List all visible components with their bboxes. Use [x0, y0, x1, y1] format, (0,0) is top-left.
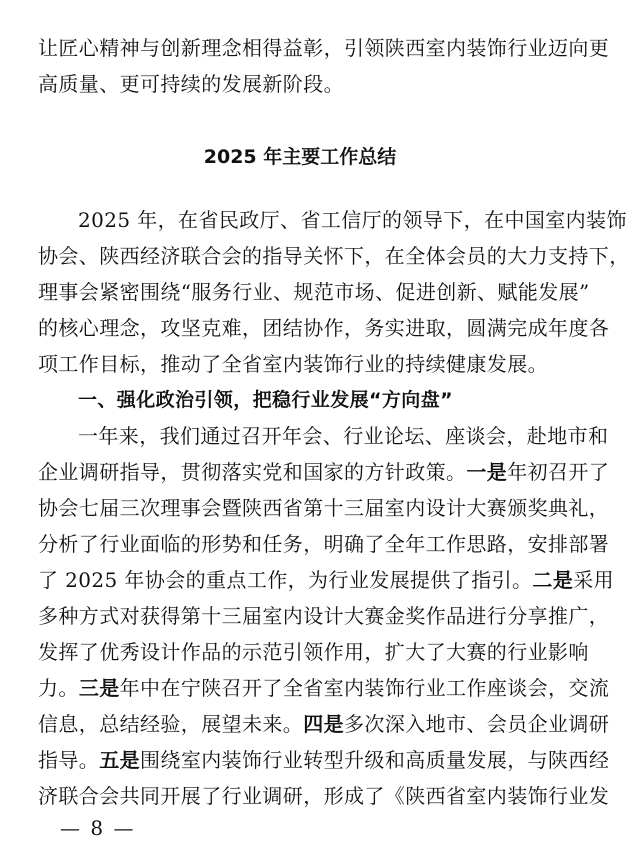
- body-line-9: [38, 709, 610, 739]
- section-title: 2025 年主要工作总结: [203, 146, 397, 168]
- page-number: — 8 —: [60, 816, 136, 840]
- body-line-3: 协会七届三次理事会暨陕西省第十三届室内设计大赛颁奖典礼，: [38, 496, 610, 520]
- body-line-8: [38, 673, 610, 703]
- body-line-4: 分析了行业面临的形势和任务，明确了全年工作思路，安排部署: [38, 532, 610, 556]
- body-line-11: 济联合会共同开展了行业调研，形成了《陕西省室内装饰行业发: [38, 784, 610, 808]
- body-line-7: 发挥了优秀设计作品的示范引领作用，扩大了大赛的行业影响: [38, 640, 589, 664]
- body-text: 年中在宁陕召开了全省室内装饰行业工作座谈会，交流: [119, 676, 610, 700]
- summary-line-3: 理事会紧密围绕“服务行业、规范市场、促进创新、赋能发展”: [38, 280, 590, 304]
- body-text: 多次深入地市、会员企业调研: [344, 712, 610, 736]
- emphasis-label: 三是: [78, 676, 120, 700]
- body-line-5: [38, 565, 615, 595]
- body-line-1: 一年来，我们通过召开年会、行业论坛、座谈会，赴地市和: [78, 424, 609, 448]
- emphasis-label: 五是: [99, 748, 141, 772]
- summary-line-1: 2025 年，在省民政厅、省工信厅的领导下，在中国室内装饰: [78, 208, 627, 232]
- section-heading-1: 一、强化政治引领，把稳行业发展“方向盘”: [78, 389, 453, 411]
- body-text: 围绕室内装饰行业转型升级和高质量发展，与陕西经: [140, 748, 610, 772]
- body-line-6: 多种方式对获得第十三届室内设计大赛金奖作品进行分享推广，: [38, 604, 610, 628]
- intro-line-1: 让匠心精神与创新理念相得益彰，引领陕西室内装饰行业迈向更: [38, 36, 610, 60]
- body-line-2: [38, 457, 610, 487]
- emphasis-label: 四是: [303, 712, 345, 736]
- body-text: 信息，总结经验，展望未来。: [38, 712, 304, 736]
- emphasis-label: 一是: [466, 460, 508, 484]
- body-text: 了 2025 年协会的重点工作，为行业发展提供了指引。: [38, 568, 533, 592]
- body-text: 采用: [573, 568, 615, 592]
- body-text: 力。: [38, 676, 79, 700]
- body-text: 指导。: [38, 748, 100, 772]
- body-line-10: [38, 745, 610, 775]
- intro-line-2: 高质量、更可持续的发展新阶段。: [38, 72, 344, 96]
- body-text: 企业调研指导，贯彻落实党和国家的方针政策。: [38, 460, 467, 484]
- body-text: 年初召开了: [507, 460, 610, 484]
- emphasis-label: 二是: [532, 568, 574, 592]
- summary-line-5: 项工作目标，推动了全省室内装饰行业的持续健康发展。: [38, 352, 548, 376]
- summary-line-2: 协会、陕西经济联合会的指导关怀下，在全体会员的大力支持下，: [38, 244, 630, 268]
- summary-line-4: 的核心理念，攻坚克难，团结协作，务实进取，圆满完成年度各: [38, 316, 610, 340]
